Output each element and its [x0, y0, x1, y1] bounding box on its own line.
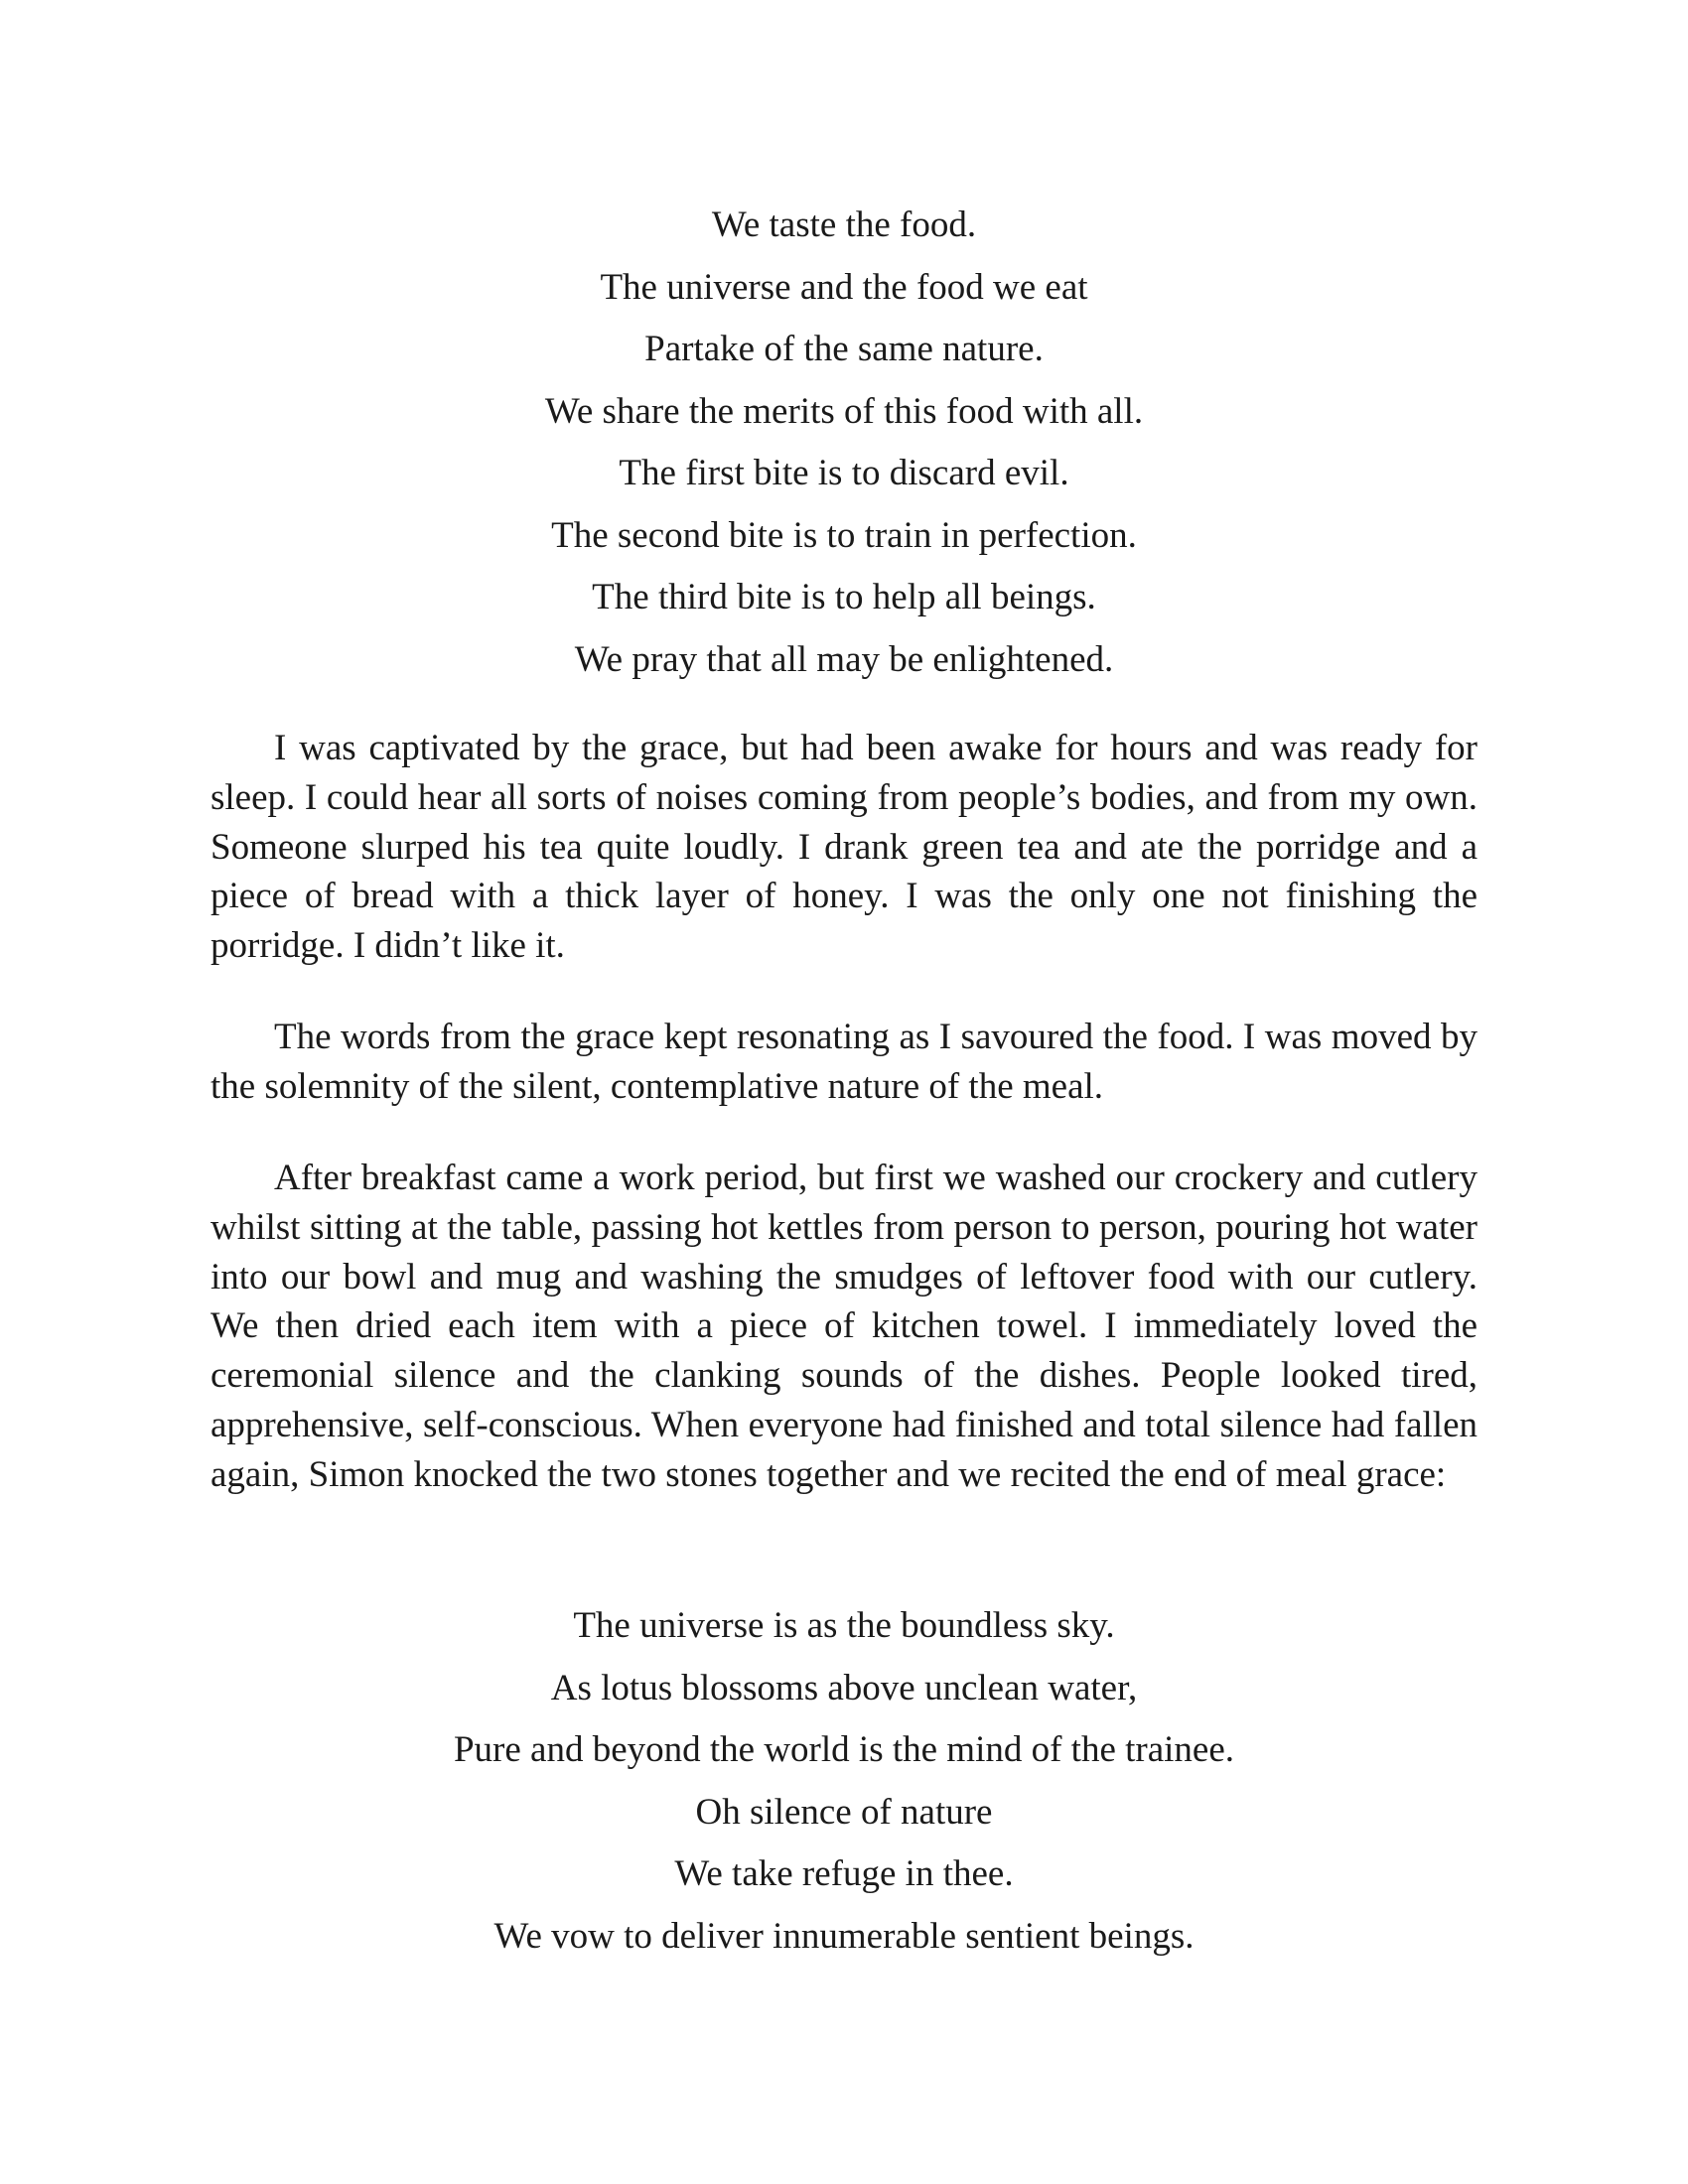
verse-line: The third bite is to help all beings.: [592, 577, 1096, 617]
verse-line: The universe is as the boundless sky.: [573, 1605, 1115, 1646]
grace-after-meal-verse: [211, 1595, 1477, 1968]
verse-line: We taste the food.: [711, 205, 977, 245]
verse-line: We vow to deliver innumerable sentient beings.: [493, 1915, 1195, 1957]
grace-before-meal-verse: [211, 195, 1477, 691]
body-paragraph: After breakfast came a work period, but first we washed our crockery and cutlery whilst sitting at the table, passing hot kettles from person to person, pouring hot water into our bowl and mug and washing the smudges of leftover food with our cutlery. We then dried each item with a piece of kitchen towel. I immediately loved the ceremonial silence and the clanking sounds of the dishes. People looked tired, apprehensive, self-conscious. When everyone had finished and total silence had fallen again, Simon knocked the two stones together and we recited the end of meal grace:: [211, 1158, 1477, 1495]
verse-line: Pure and beyond the world is the mind of the trainee.: [453, 1729, 1235, 1770]
body-paragraph: I was captivated by the grace, but had been awake for hours and was ready for sleep. I could hear all sorts of noises coming from people’s bodies, and from my own. Someone slurped his tea quite loudly. I drank green tea and ate the porridge and a piece of bread with a thick layer of honey. I was the only one not finishing the porridge. I didn’t like it.: [211, 728, 1477, 967]
verse-line: The second bite is to train in perfection.: [551, 514, 1137, 556]
verse-line: We take refuge in thee.: [674, 1853, 1014, 1894]
verse-line: As lotus blossoms above unclean water,: [550, 1667, 1138, 1708]
verse-line: The universe and the food we eat: [600, 266, 1088, 308]
verse-line: We share the merits of this food with all.: [544, 390, 1144, 432]
verse-line: We pray that all may be enlightened.: [574, 638, 1114, 680]
verse-line: Partake of the same nature.: [644, 329, 1044, 369]
body-paragraph: The words from the grace kept resonating as I savoured the food. I was moved by the solemnity of the silent, contemplative nature of the meal.: [211, 1017, 1477, 1107]
verse-line: The first bite is to discard evil.: [619, 453, 1069, 493]
verse-line: Oh silence of nature: [695, 1791, 993, 1833]
